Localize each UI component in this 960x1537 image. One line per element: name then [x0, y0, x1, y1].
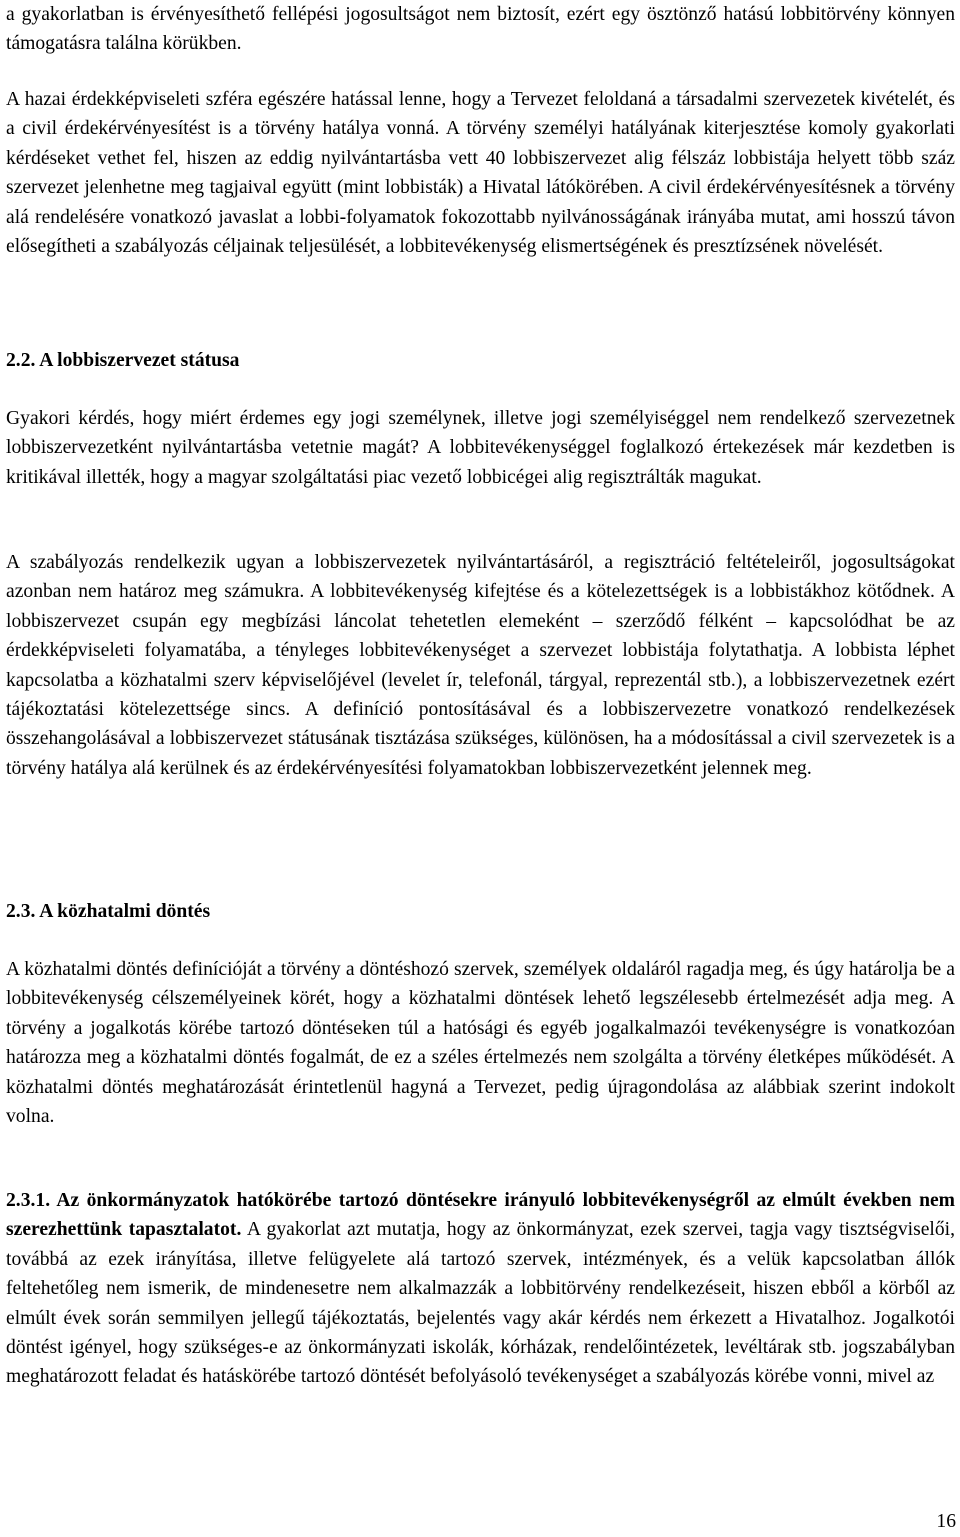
section-heading-2-3: 2.3. A közhatalmi döntés — [6, 901, 211, 922]
paragraph-5: A közhatalmi döntés definícióját a törvény a döntéshozó szervek, személyek oldaláról ragadja meg, és úgy határolja be a lobbitevékenység célszemélyeinek körét, hogy a közhatalmi döntések lehető legszélesebb értelmezését adja meg. A törvény a jogalkotás körébe tartozó döntéseken túl a hatósági és egyéb jogalkalmazói tevékenységre is vonatkozóan határozza meg a közhatalmi döntés fogalmát, de ez a széles értelmezés nem szolgálta a törvény életképes működését. A közhatalmi döntés meghatározását érintetlenül hagyná a Tervezet, pedig újragondolása az alábbiak szerint indokolt volna. — [6, 959, 955, 1128]
subsection-heading-2-3-1: 2.3.1. Az önkormányzatok hatókörébe tartozó döntésekre irányuló lobbitevékenységről az elmúlt években nem szerezhettünk tapasztalatot. — [6, 1190, 955, 1241]
paragraph-2: A hazai érdekképviseleti szféra egészére hatással lenne, hogy a Tervezet feloldaná a társadalmi szervezetek kivételét, és a civil érdekérvényesítést is a törvény hatálya vonná. A törvény személyi hatályának kiterjesztése komoly gyakorlati kérdéseket vethet fel, hiszen az eddig nyilvántartásba vett 40 lobbiszervezet alig félszáz lobbistája helyett több száz szervezet jelenhetne meg tagjaival együtt (mint lobbisták) a Hivatal látókörében. A civil érdekérvényesítésnek a törvény alá rendelésére vonatkozó javaslat a lobbi-folyamatok fokozottabb nyilvánosságának irányába mutat, ami hosszú távon elősegítheti a szabályozás céljainak teljesülését, a lobbitevékenység elismertségének és presztízsének növelését. — [6, 89, 955, 258]
paragraph-3: Gyakori kérdés, hogy miért érdemes egy jogi személynek, illetve jogi személyiséggel nem rendelkező szervezetnek lobbiszervezetként nyilvántartásba vetetnie magát? A lobbitevékenységgel foglalkozó értekezések már kezdetben is kritikával illették, hogy a magyar szolgáltatási piac vezető lobbicégei alig regisztrálták magukat. — [6, 408, 955, 488]
section-heading-2-2: 2.2. A lobbiszervezet státusa — [6, 350, 240, 371]
paragraph-4: A szabályozás rendelkezik ugyan a lobbiszervezetek nyilvántartásáról, a regisztráció feltételeiről, jogosultságokat azonban nem határoz meg számukra. A lobbitevékenység kifejtése és a kötelezettségek is a lobbistákhoz kötődnek. A lobbiszervezet csupán egy megbízási láncolat tehetetlen elemeként – szerződő félként – kapcsolódhat be az érdekképviseleti folyamatába, a tényleges lobbitevékenységet a szervezet lobbistája folytathatja. A lobbista léphet kapcsolatba a közhatalmi szerv képviselőjével (levelet ír, telefonál, tárgyal, reprezentál stb.), a lobbiszervezetnek ezért tájékoztatási kötelezettsége sincs. A definíció pontosításával és a lobbiszervezetre vonatkozó rendelkezések összehangolásával a lobbiszervezet státusának tisztázása szükséges, különösen, ha a módosítással a civil szervezetek is a törvény hatálya alá kerülnek és az érdekérvényesítési folyamatokban lobbiszervezetként jelennek meg. — [6, 552, 955, 779]
paragraph-6 — [6, 1186, 955, 1392]
paragraph-1: a gyakorlatban is érvényesíthető fellépési jogosultságot nem biztosít, ezért egy ösztönző hatású lobbitörvény könnyen támogatásra találna körükben. — [6, 4, 955, 55]
paragraph-6-body: A gyakorlat azt mutatja, hogy az önkormányzat, ezek szervei, tagja vagy tisztségviselői, továbbá az ezek irányítása, illetve felügyelete alá tartozó szervek, intézmények, és a velük kapcsolatban állók feltehetőleg nem ismerik, de mindenesetre nem alkalmazzák a lobbitörvény rendelkezéseit, hiszen ebből a körből az elmúlt évek során semmilyen jellegű tájékoztatás, bejelentés vagy akár kérdés nem érkezett a Hivatalhoz. Jogalkotói döntést igényel, hogy szükséges-e az önkormányzati iskolák, kórházak, rendelőintézetek, levéltárak stb. jogszabályban meghatározott feladat és hatáskörébe tartozó döntését befolyásoló tevékenységet a szabályozás körébe vonni, mivel az — [6, 1219, 955, 1388]
page-number: 16 — [936, 1511, 956, 1532]
